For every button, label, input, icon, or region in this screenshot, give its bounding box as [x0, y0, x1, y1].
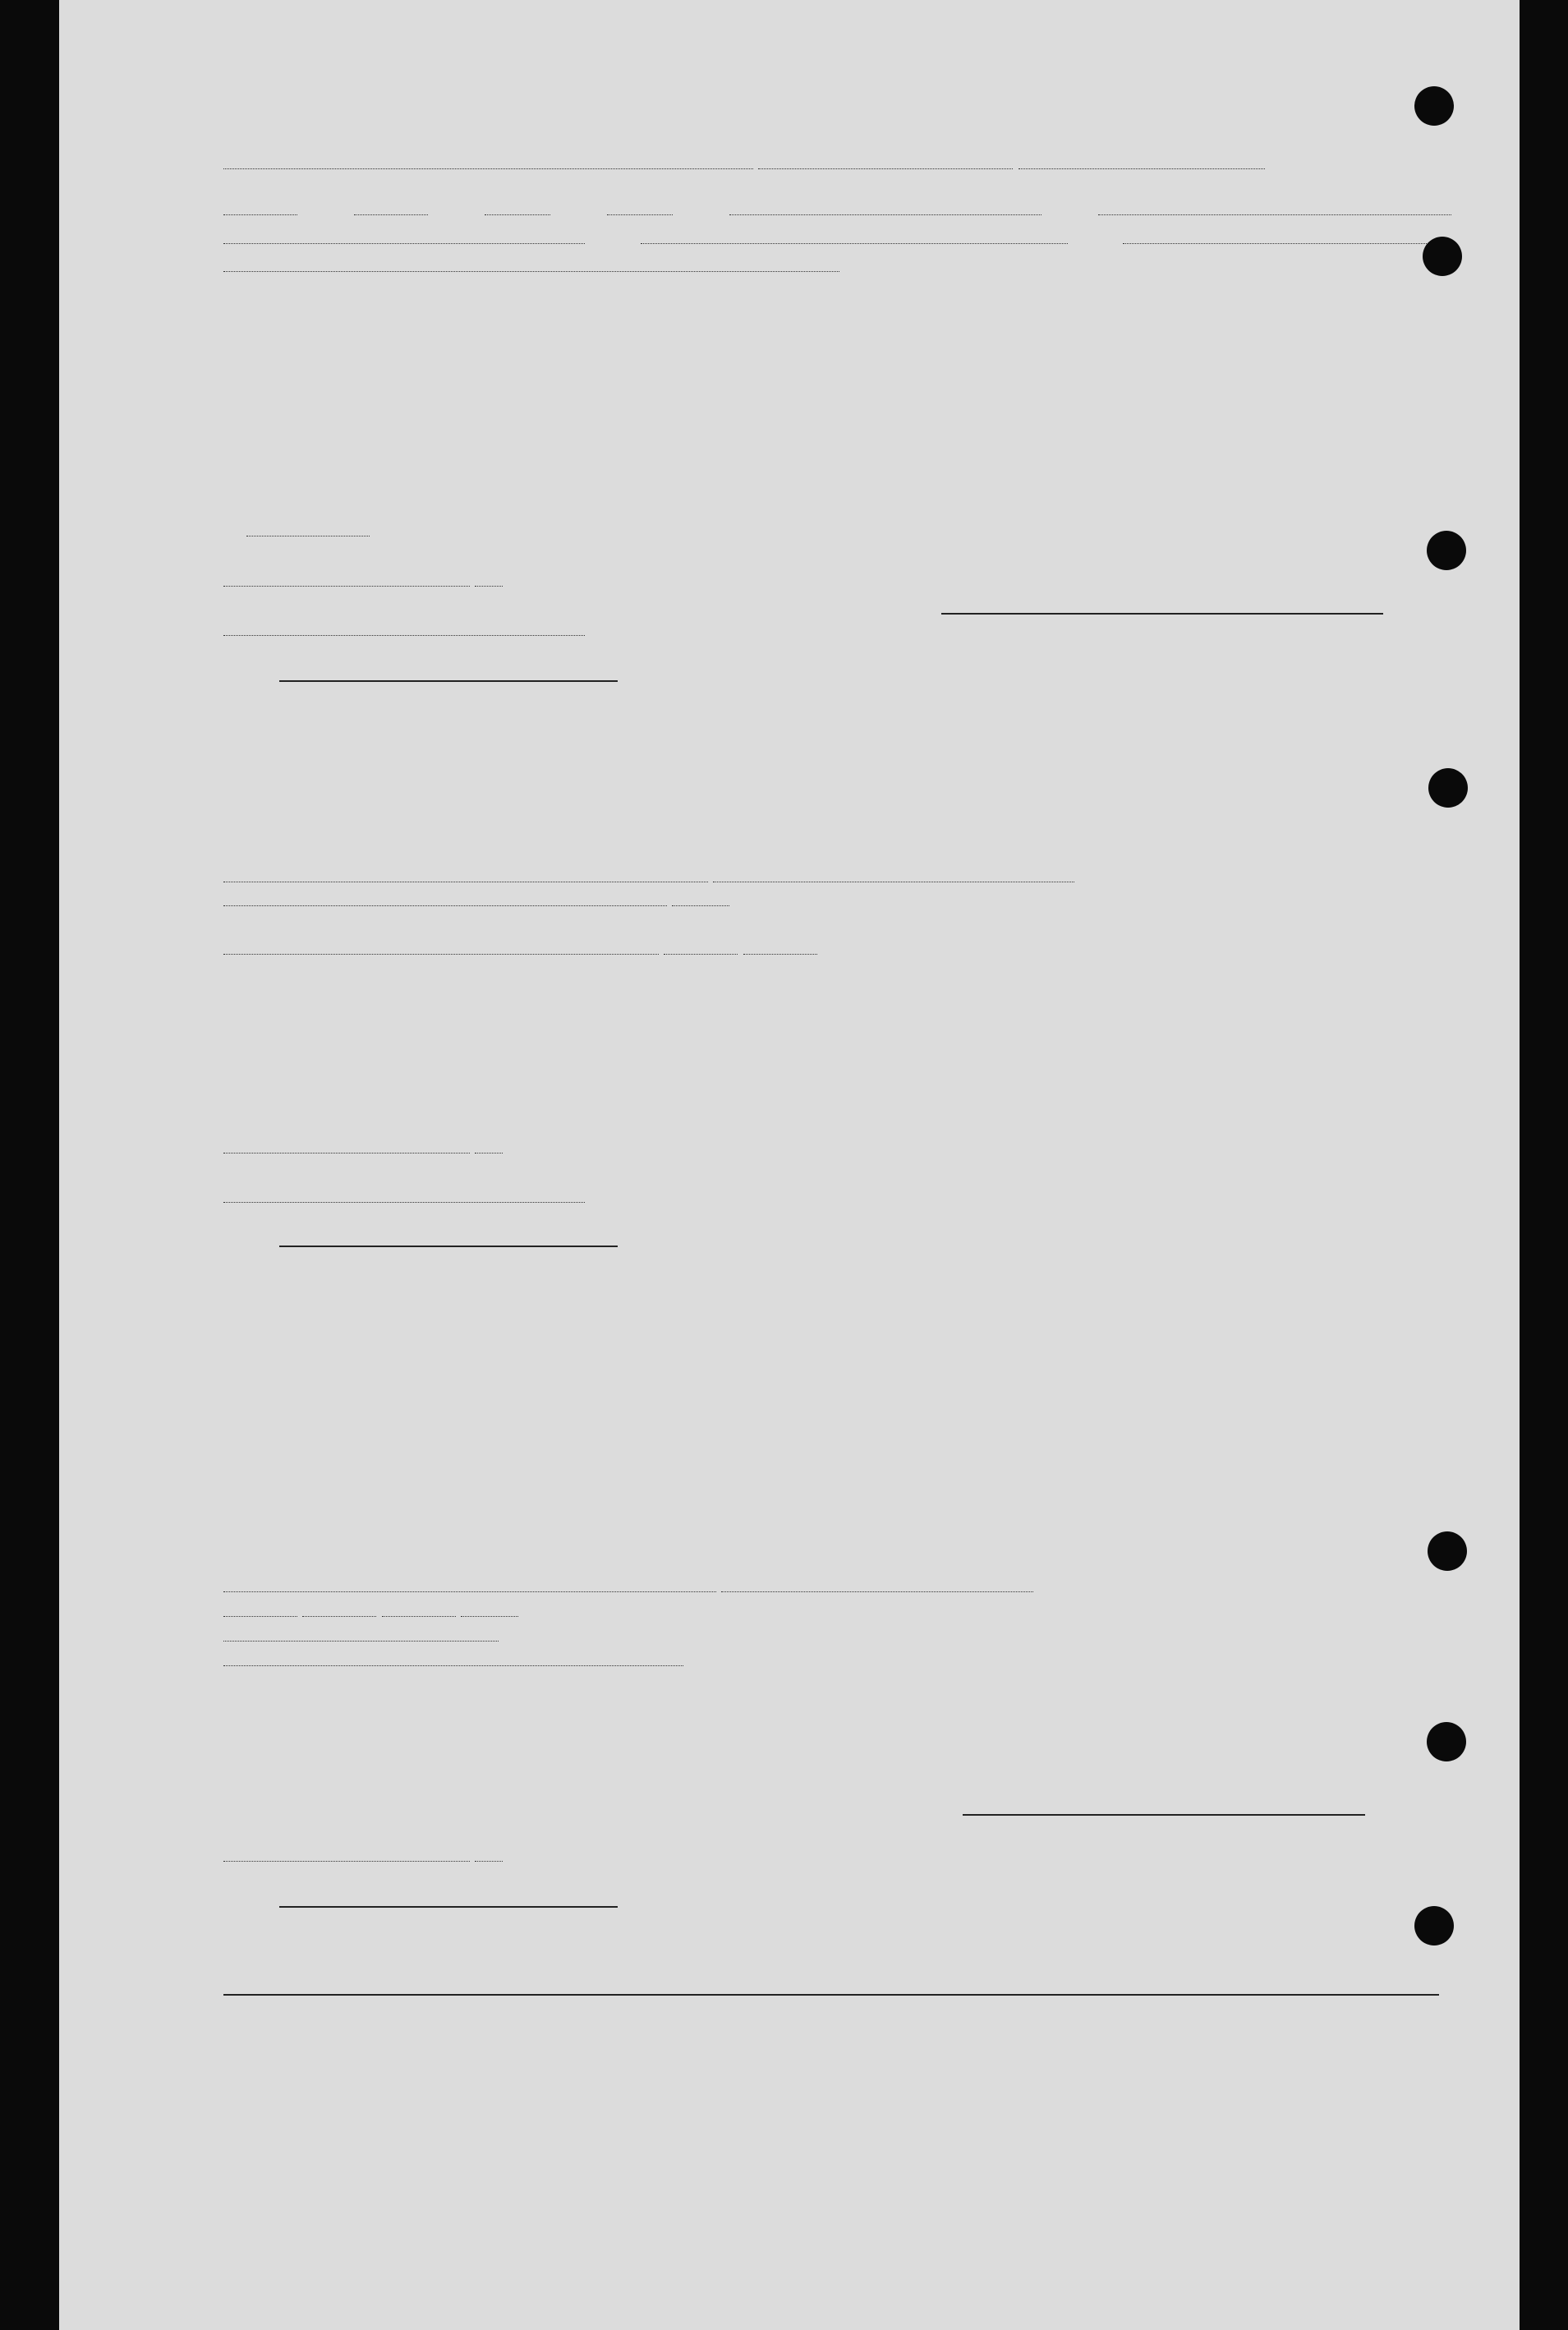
agents-address-blank[interactable] — [641, 223, 1068, 244]
inspector-signature-line-2[interactable] — [279, 1246, 618, 1247]
port-blank-3[interactable] — [223, 1620, 499, 1642]
footer-rule — [223, 1994, 1439, 1996]
manifest-from-blank-2[interactable] — [664, 933, 738, 955]
inspector-signature-line[interactable] — [279, 680, 618, 682]
lists-to-blank[interactable] — [354, 194, 428, 215]
punch-hole — [1427, 1722, 1466, 1761]
at-line-2 — [223, 1181, 585, 1209]
sworn-line-1 — [246, 515, 370, 542]
at-line-1 — [223, 615, 585, 642]
lists-line-3 — [223, 1596, 518, 1623]
head-tax-blank[interactable] — [1123, 223, 1451, 244]
day-of-blank[interactable] — [223, 565, 470, 587]
punch-hole — [1414, 1906, 1454, 1946]
lists-from-blank[interactable] — [223, 194, 297, 215]
punch-hole — [1427, 531, 1466, 570]
day-line-2 — [223, 1132, 503, 1159]
year-blank-3[interactable] — [475, 1840, 503, 1862]
sworn-date-blank[interactable] — [246, 515, 370, 536]
vessel-name-blank[interactable] — [758, 148, 1013, 169]
collector-signature-line[interactable] — [279, 1906, 618, 1908]
years-blank[interactable] — [672, 885, 729, 906]
section-1-paragraph — [223, 194, 1451, 279]
master-name-blank-3[interactable] — [223, 1571, 716, 1592]
head-tax-address-blank[interactable] — [223, 251, 839, 272]
surgeon-vessel-blank[interactable] — [713, 861, 1074, 882]
section-2-paragraph — [223, 933, 1451, 962]
day-of-blank-3[interactable] — [223, 1840, 470, 1862]
agents-blank[interactable] — [223, 223, 585, 244]
punch-hole — [1423, 237, 1462, 276]
year-blank[interactable] — [475, 565, 503, 587]
at-blank-2[interactable] — [223, 1181, 585, 1203]
punch-hole — [1428, 768, 1468, 808]
manifests-from-blank[interactable] — [485, 194, 550, 215]
bleed-through-text — [651, 33, 1472, 1922]
surgeon-name-blank[interactable] — [223, 861, 708, 882]
manifests-from-blank-3[interactable] — [382, 1596, 456, 1617]
manifest-to-blank-2[interactable] — [743, 933, 817, 955]
manifests-to-blank-3[interactable] — [461, 1596, 518, 1617]
delivered-line-3 — [223, 1620, 499, 1647]
manifest-page — [59, 0, 1520, 2330]
surgeon-line-2 — [223, 885, 729, 912]
master-name-blank[interactable] — [223, 148, 753, 169]
at-blank[interactable] — [223, 615, 585, 636]
surgeon-status-blank[interactable] — [223, 885, 667, 906]
punch-hole — [1414, 86, 1454, 126]
lists-to-blank-3[interactable] — [302, 1596, 376, 1617]
authority-blank[interactable] — [223, 933, 659, 955]
owner-address-blank[interactable] — [1098, 194, 1451, 215]
embark-port-blank[interactable] — [223, 1645, 683, 1666]
master-signature-line[interactable] — [963, 1814, 1365, 1816]
owner-blank[interactable] — [729, 194, 1042, 215]
officer-signature-line[interactable] — [941, 613, 1383, 615]
lists-from-blank-3[interactable] — [223, 1596, 297, 1617]
day-line-3 — [223, 1840, 503, 1867]
vessel-blank-3[interactable] — [721, 1571, 1033, 1592]
year-blank-2[interactable] — [475, 1132, 503, 1153]
manifests-to-blank[interactable] — [607, 194, 673, 215]
day-of-blank-2[interactable] — [223, 1132, 470, 1153]
manifests-line-3 — [223, 1645, 683, 1672]
punch-hole — [1428, 1531, 1467, 1571]
port-from-blank[interactable] — [1019, 148, 1265, 169]
master-oath-line — [223, 148, 1265, 175]
day-line-1 — [223, 565, 503, 592]
master-line-3 — [223, 1571, 1033, 1598]
